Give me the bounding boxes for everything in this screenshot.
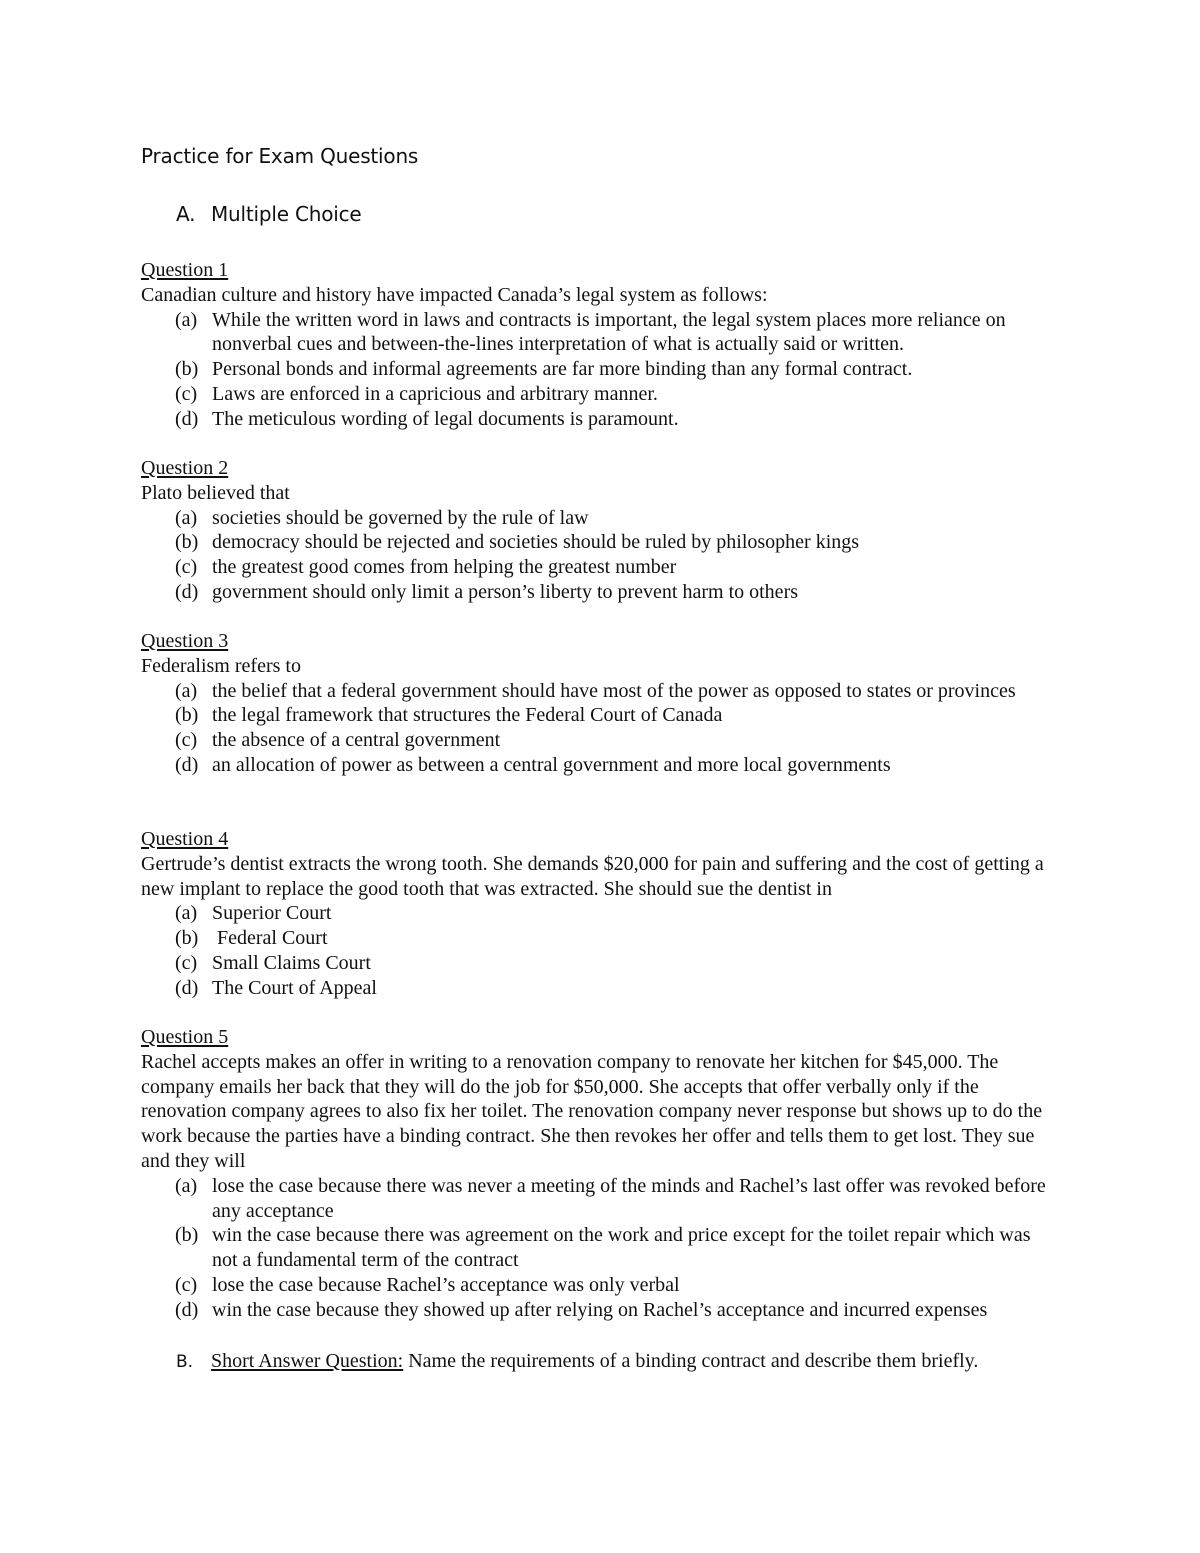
short-answer-label: Short Answer Question: [211,1350,404,1372]
option-item [141,1223,1061,1273]
option-text: win the case because there was agreement on the work and price except for the toilet repair which was not a fundamental term of the contract [212,1224,1031,1272]
option-text: Superior Court [212,902,332,925]
option-text: Laws are enforced in a capricious and arbitrary manner. [212,382,658,405]
page-title: Practice for Exam Questions [141,144,419,168]
option-list [141,901,1061,1000]
question-heading: Question 2 [141,457,229,479]
option-item [141,951,1061,976]
option-tag: (d) [175,976,199,999]
option-text: win the case because they showed up after relying on Rachel’s acceptance and incurred expenses [212,1298,988,1321]
option-item [141,679,1061,704]
option-tag: (d) [175,1298,199,1321]
option-item [141,407,1061,432]
option-text: societies should be governed by the rule of law [212,506,589,529]
option-tag: (c) [175,729,198,752]
option-item [141,1298,1061,1323]
option-list [141,679,1061,778]
question-1 [141,258,1061,432]
option-text: The meticulous wording of legal documents is paramount. [212,407,679,430]
option-tag: (c) [175,1273,198,1296]
option-item [141,901,1061,926]
option-item [141,1174,1061,1224]
question-stem: Rachel accepts makes an offer in writing to a renovation company to renovate her kitchen for $45,000. The company emails her back that they will do the job for $50,000. She accepts that offer verbally only if the renovation company agrees to also fix her toilet. The renovation company never response but shows up to do the work because the parties have a binding contract. She then revokes her offer and tells them to get lost. They sue and they will [141,1050,1043,1172]
option-item [141,728,1061,753]
option-text: democracy should be rejected and societies should be ruled by philosopher kings [212,531,860,554]
option-item [141,580,1061,605]
section-a-label: Multiple Choice [211,202,362,226]
option-text: Federal Court [212,927,328,950]
option-text: an allocation of power as between a central government and more local governments [212,753,891,776]
option-item [141,703,1061,728]
option-text: Small Claims Court [212,951,371,974]
option-tag: (d) [175,407,199,430]
option-tag: (a) [175,902,198,925]
option-tag: (b) [175,704,199,727]
question-heading: Question 4 [141,828,229,850]
question-4 [141,827,1061,1001]
option-tag: (a) [175,679,198,702]
option-text: the greatest good comes from helping the greatest number [212,556,677,579]
option-tag: (c) [175,951,198,974]
option-tag: (c) [175,382,198,405]
option-text: government should only limit a person’s liberty to prevent harm to others [212,580,799,603]
option-item [141,506,1061,531]
option-tag: (d) [175,753,199,776]
option-item [141,926,1061,951]
option-tag: (b) [175,531,199,554]
option-tag: (a) [175,506,198,529]
section-a-heading [176,201,362,227]
option-tag: (b) [175,927,199,950]
section-b-letter: B. [176,1352,194,1372]
question-stem: Federalism refers to [141,654,301,677]
option-item [141,530,1061,555]
section-a-letter: A. [176,202,196,226]
section-b-short-answer [176,1349,978,1375]
question-2 [141,456,1061,605]
option-item [141,555,1061,580]
question-heading: Question 3 [141,630,229,652]
question-stem: Gertrude’s dentist extracts the wrong tooth. She demands $20,000 for pain and suffering and the cost of getting a new implant to replace the good tooth that was extracted. She should sue the dentist in [141,852,1044,900]
option-tag: (a) [175,1174,198,1197]
option-item [141,357,1061,382]
question-3 [141,629,1061,778]
option-item [141,308,1061,358]
option-tag: (c) [175,556,198,579]
question-heading: Question 5 [141,1026,229,1048]
option-tag: (d) [175,580,199,603]
option-text: The Court of Appeal [212,976,377,999]
option-list [141,308,1061,432]
option-item [141,382,1061,407]
option-text: lose the case because Rachel’s acceptance was only verbal [212,1273,680,1296]
short-answer-prompt: Name the requirements of a binding contract and describe them briefly. [403,1350,979,1372]
option-item [141,753,1061,778]
option-list [141,506,1061,605]
question-heading: Question 1 [141,259,229,281]
option-text: lose the case because there was never a meeting of the minds and Rachel’s last offer was revoked before any acceptance [212,1174,1046,1222]
option-tag: (b) [175,358,199,381]
option-text: the legal framework that structures the Federal Court of Canada [212,704,723,727]
question-stem: Canadian culture and history have impacted Canada’s legal system as follows: [141,283,768,306]
option-text: While the written word in laws and contracts is important, the legal system places more reliance on nonverbal cues and between-the-lines interpretation of what is actually said or written. [212,308,1006,356]
option-list [141,1174,1061,1323]
option-text: Personal bonds and informal agreements are far more binding than any formal contract. [212,358,913,381]
option-text: the absence of a central government [212,729,501,752]
option-tag: (b) [175,1224,199,1247]
option-item [141,976,1061,1001]
option-text: the belief that a federal government should have most of the power as opposed to states or provinces [212,679,1016,702]
question-stem: Plato believed that [141,481,290,504]
question-5 [141,1025,1061,1323]
option-tag: (a) [175,308,198,331]
option-item [141,1273,1061,1298]
